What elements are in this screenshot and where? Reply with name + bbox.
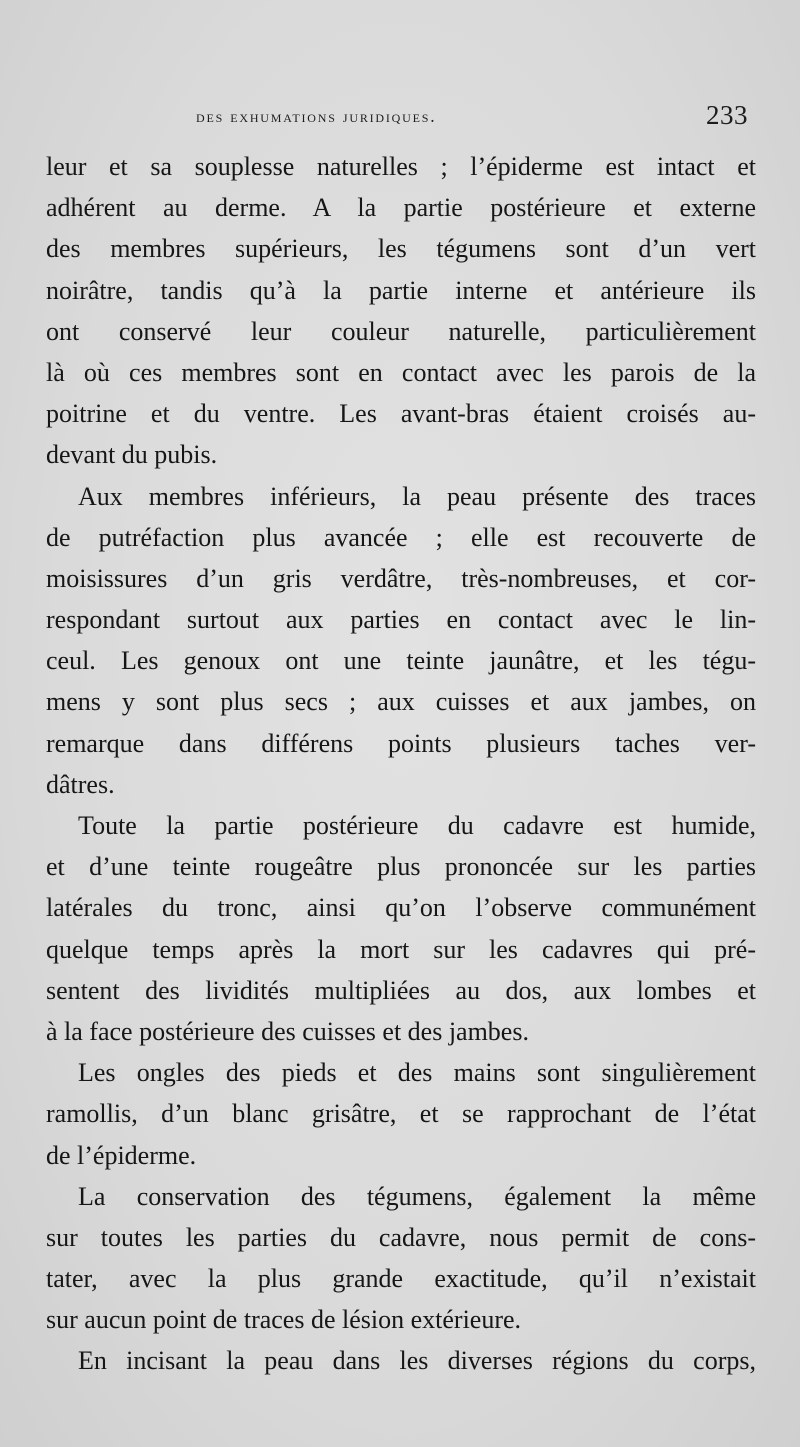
paragraph (46, 1176, 756, 1341)
page-number: 233 (706, 100, 748, 130)
text-line: Les ongles des pieds et des mains sont singulièrement (78, 1058, 756, 1088)
text-line: quelque temps après la mort sur les cadavres qui pré- (46, 934, 756, 964)
text-line: tater, avec la plus grande exactitude, qu’il n’existait (46, 1264, 756, 1294)
text-line: poitrine et du ventre. Les avant-bras étaient croisés au- (46, 399, 756, 429)
running-title: des exhumations juridiques. (196, 106, 437, 126)
text-line: à la face postérieure des cuisses et des jambes. (46, 1016, 529, 1046)
text-line: devant du pubis. (46, 440, 218, 470)
text-line: remarque dans différens points plusieurs taches ver- (46, 728, 756, 758)
page-header (0, 100, 800, 136)
text-line: mens y sont plus secs ; aux cuisses et aux jambes, on (46, 687, 756, 717)
text-line: ramollis, d’un blanc grisâtre, et se rapprochant de l’état (46, 1099, 756, 1129)
paragraph (46, 476, 756, 806)
text-line: La conservation des tégumens, également la même (78, 1181, 756, 1211)
text-line: et d’une teinte rougeâtre plus prononcée sur les parties (46, 852, 756, 882)
paragraph (46, 1052, 756, 1176)
text-line: moisissures d’un gris verdâtre, très-nombreuses, et cor- (46, 563, 756, 593)
text-line: ont conservé leur couleur naturelle, particulièrement (46, 316, 756, 346)
text-line: des membres supérieurs, les tégumens sont d’un vert (46, 234, 756, 264)
text-line: là où ces membres sont en contact avec les parois de la (46, 357, 756, 387)
text-line: noirâtre, tandis qu’à la partie interne et antérieure ils (46, 275, 756, 305)
paragraph (46, 146, 756, 476)
text-line: sur toutes les parties du cadavre, nous permit de cons- (46, 1222, 756, 1252)
text-line: de putréfaction plus avancée ; elle est recouverte de (46, 522, 756, 552)
text-line: de l’épiderme. (46, 1140, 197, 1170)
text-line: Aux membres inférieurs, la peau présente des traces (78, 481, 756, 511)
paragraph (46, 1340, 756, 1381)
paragraph (46, 805, 756, 1052)
text-line: leur et sa souplesse naturelles ; l’épiderme est intact et (46, 152, 756, 181)
text-line: respondant surtout aux parties en contact avec le lin- (46, 605, 756, 635)
text-line: Toute la partie postérieure du cadavre est humide, (78, 811, 756, 840)
text-line: adhérent au derme. A la partie postérieure et externe (46, 193, 756, 223)
text-line: dâtres. (46, 769, 115, 799)
text-line: latérales du tronc, ainsi qu’on l’observe communément (46, 893, 756, 923)
text-line: sentent des lividités multipliées au dos, aux lombes et (46, 975, 756, 1005)
text-line: En incisant la peau dans les diverses régions du corps, (78, 1346, 756, 1376)
body-text (46, 146, 756, 1382)
text-line: ceul. Les genoux ont une teinte jaunâtre, et les tégu- (46, 646, 756, 676)
text-line: sur aucun point de traces de lésion extérieure. (46, 1305, 522, 1335)
